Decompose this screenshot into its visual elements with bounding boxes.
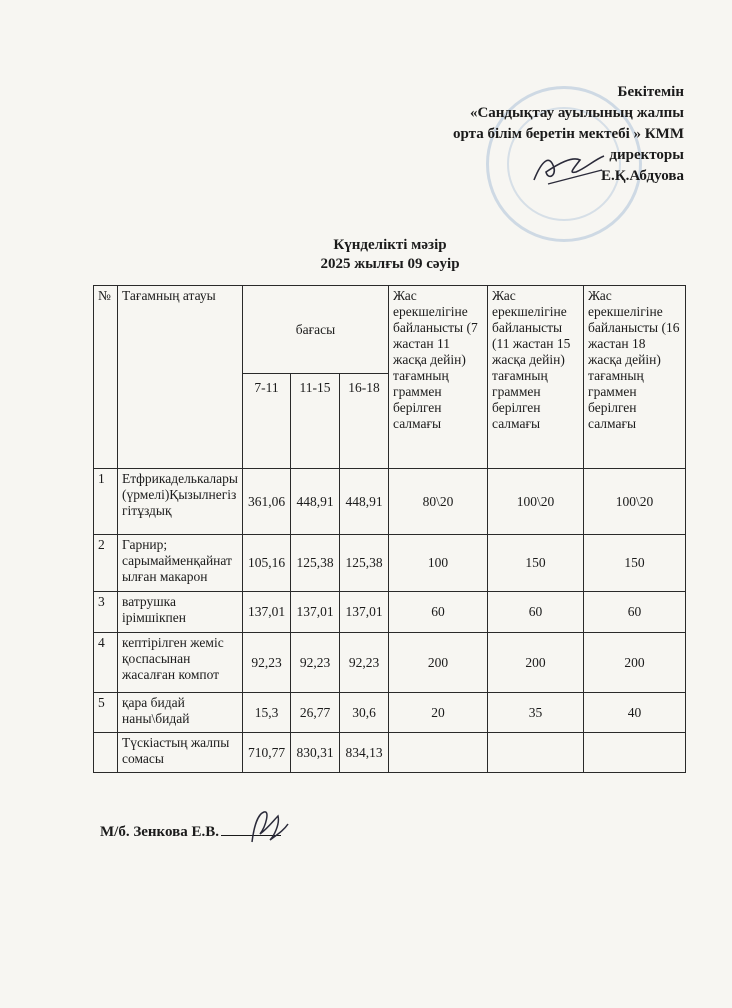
nurse-signature [244,806,290,848]
header-age-16-18: 16-18 [340,374,389,469]
price-11-15: 92,23 [291,633,340,693]
menu-table [93,285,686,773]
price-16-18: 137,01 [340,592,389,633]
total-blank [488,733,584,773]
grams-11-15: 200 [488,633,584,693]
table-header-row [94,286,686,374]
price-7-11: 15,3 [243,693,291,733]
price-7-11: 92,23 [243,633,291,693]
header-number: № [94,286,118,469]
header-age-11-15: 11-15 [291,374,340,469]
grams-16-18: 100\20 [584,469,686,535]
header-grams-11-15: Жас ерекшелігіне байланысты (11 жастан 15 жасқа дейін) тағамның граммен берілген салмағы [488,286,584,469]
approval-signatory: Е.Қ.Абдуова [600,168,684,184]
row-number: 2 [94,535,118,592]
title-date: 2025 жылғы 09 сәуір [320,256,460,272]
approval-line: «Сандықтау ауылының жалпы [469,105,684,121]
price-16-18: 448,91 [340,469,389,535]
total-price-7-11: 710,77 [243,733,291,773]
grams-16-18: 60 [584,592,686,633]
grams-7-11: 20 [389,693,488,733]
dish-name: Гарнир; сарымайменқайнатылған макарон [118,535,243,592]
header-grams-16-18: Жас ерекшелігіне байланысты (16 жастан 18 жасқа дейін) тағамның граммен берілген салмағы [584,286,686,469]
price-16-18: 125,38 [340,535,389,592]
row-number: 4 [94,633,118,693]
approval-line: орта білім беретін мектебі » КММ [453,126,684,142]
price-7-11: 105,16 [243,535,291,592]
header-age-7-11: 7-11 [243,374,291,469]
approval-line: Бекітемін [617,84,684,100]
grams-7-11: 80\20 [389,469,488,535]
dish-name: кептірілген жеміс қоспасынан жасалған компот [118,633,243,693]
grams-11-15: 35 [488,693,584,733]
grams-16-18: 40 [584,693,686,733]
header-dish-name: Тағамның атауы [118,286,243,469]
grams-11-15: 100\20 [488,469,584,535]
total-blank [389,733,488,773]
price-11-15: 448,91 [291,469,340,535]
director-signature [528,150,608,186]
total-price-16-18: 834,13 [340,733,389,773]
price-7-11: 137,01 [243,592,291,633]
table-row [94,693,686,733]
row-number: 3 [94,592,118,633]
document-title [240,236,540,274]
price-7-11: 361,06 [243,469,291,535]
grams-16-18: 200 [584,633,686,693]
dish-name: Етфрикаделькалары (үрмелі)Қызылнегізгітұздық [118,469,243,535]
total-row [94,733,686,773]
price-16-18: 30,6 [340,693,389,733]
total-price-11-15: 830,31 [291,733,340,773]
title-heading: Күнделікті мәзір [333,237,447,253]
price-11-15: 125,38 [291,535,340,592]
total-label: Түскіастың жалпы сомасы [118,733,243,773]
approval-line: директоры [609,147,684,163]
total-row-blank [94,733,118,773]
row-number: 5 [94,693,118,733]
table-row [94,535,686,592]
table-row [94,469,686,535]
grams-11-15: 60 [488,592,584,633]
total-blank [584,733,686,773]
row-number: 1 [94,469,118,535]
price-16-18: 92,23 [340,633,389,693]
bleed-through-text [78,92,298,107]
approval-block [364,82,684,187]
table-row [94,633,686,693]
header-price: бағасы [243,286,389,374]
dish-name: қара бидай наны\бидай [118,693,243,733]
price-11-15: 26,77 [291,693,340,733]
header-grams-7-11: Жас ерекшелігіне байланысты (7 жастан 11 жасқа дейін) тағамның граммен берілген салмағы [389,286,488,469]
grams-11-15: 150 [488,535,584,592]
grams-16-18: 150 [584,535,686,592]
grams-7-11: 60 [389,592,488,633]
grams-7-11: 100 [389,535,488,592]
grams-7-11: 200 [389,633,488,693]
table-row [94,592,686,633]
price-11-15: 137,01 [291,592,340,633]
dish-name: ватрушка ірімшікпен [118,592,243,633]
footer-label: М/б. Зенкова Е.В. [100,824,219,840]
